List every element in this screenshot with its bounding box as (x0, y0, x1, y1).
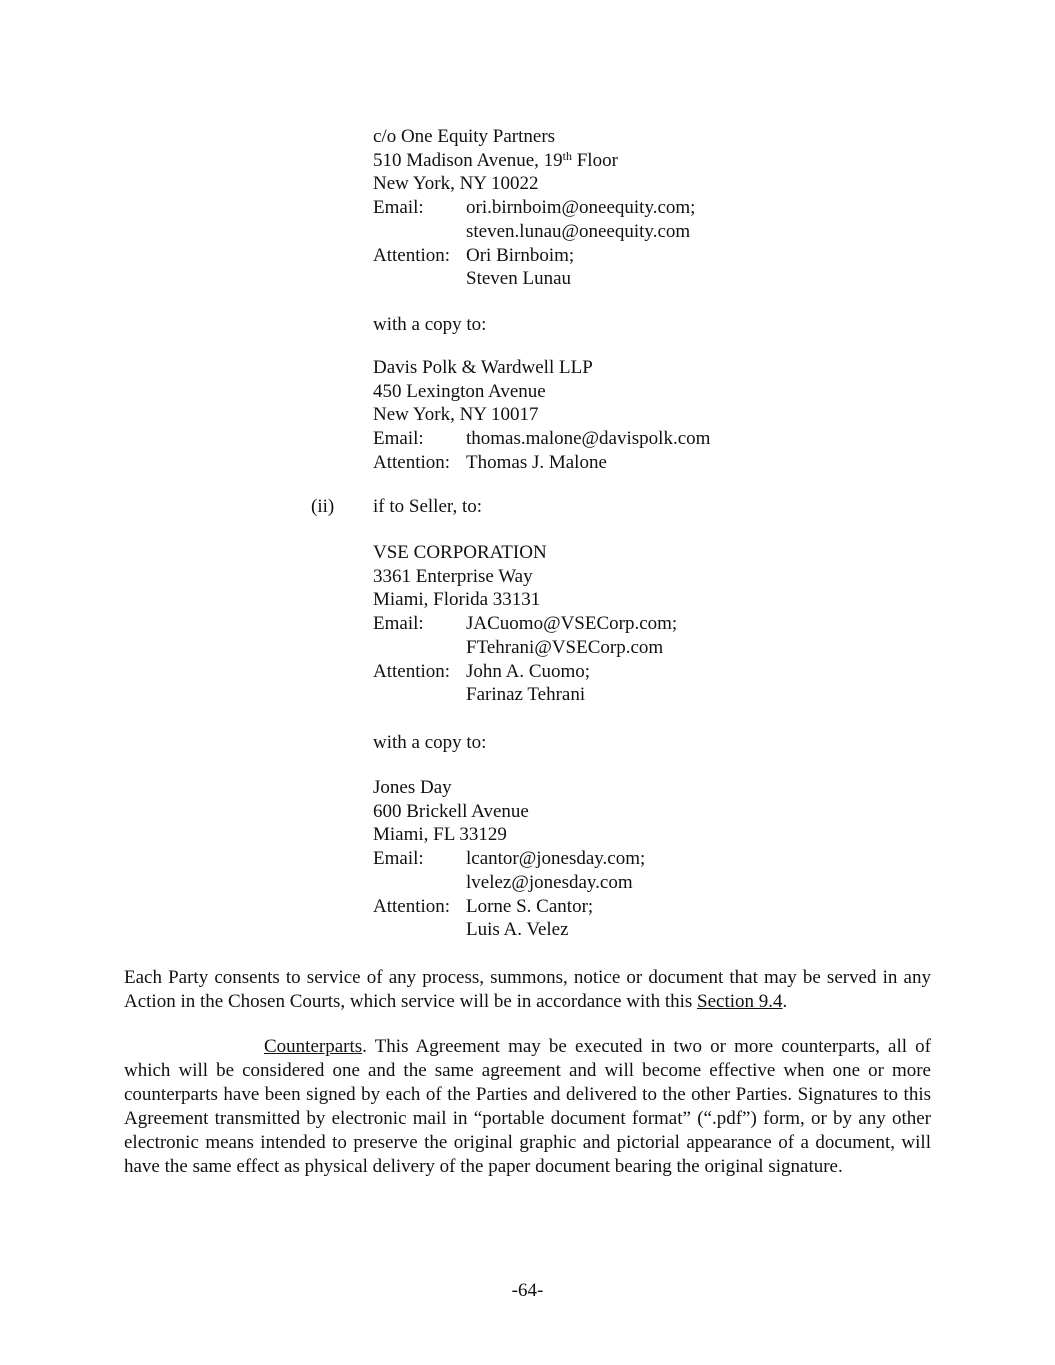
attention-value: Lorne S. Cantor; Luis A. Velez (466, 895, 594, 941)
email-label: Email: (373, 613, 424, 635)
address-line: 3361 Enterprise Way (373, 565, 533, 587)
email-row (373, 612, 677, 659)
attention-label: Attention: (373, 660, 451, 682)
copy-to-label: with a copy to: (373, 314, 487, 335)
attention-row (373, 451, 710, 475)
email-row (373, 847, 645, 894)
address-line: New York, NY 10022 (373, 173, 539, 195)
address-line: Davis Polk & Wardwell LLP (373, 357, 593, 378)
consent-paragraph: Each Party consents to service of any process, summons, notice or document that may be served in any Action in the Chosen Courts, which service will be in accordance with this Section 9.4. (124, 967, 931, 1012)
attention-row (373, 660, 677, 707)
address-line: Miami, Florida 33131 (373, 589, 541, 611)
attention-value: Ori Birnboim; Steven Lunau (466, 244, 575, 290)
attention-label: Attention: (373, 451, 451, 473)
address-line: Jones Day (373, 777, 452, 798)
email-label: Email: (373, 848, 424, 870)
section-reference: Section 9.4 (697, 991, 783, 1012)
address-line: Miami, FL 33129 (373, 824, 507, 846)
email-value: ori.birnboim@oneequity.com; steven.lunau@oneequity.com (466, 197, 696, 242)
address-line: VSE CORPORATION (373, 542, 547, 563)
email-label: Email: (373, 428, 424, 450)
email-label: Email: (373, 197, 424, 219)
attention-row (373, 895, 645, 942)
attention-value: John A. Cuomo; Farinaz Tehrani (466, 660, 591, 706)
seller-counsel-address (373, 776, 645, 942)
list-item-number: (ii) (311, 496, 335, 517)
buyer-notice-address (373, 125, 695, 291)
page-number: -64- (511, 1280, 544, 1301)
email-value: thomas.malone@davispolk.com (466, 428, 711, 450)
email-row (373, 427, 710, 451)
address-line: 510 Madison Avenue, 19th Floor (373, 148, 618, 171)
address-line: New York, NY 10017 (373, 404, 539, 426)
address-line: c/o One Equity Partners (373, 126, 556, 147)
email-value: JACuomo@VSECorp.com; FTehrani@VSECorp.com (466, 613, 678, 658)
email-row (373, 196, 695, 243)
email-value: lcantor@jonesday.com; lvelez@jonesday.com (466, 848, 646, 893)
list-item-text: if to Seller, to: (373, 496, 482, 517)
attention-label: Attention: (373, 244, 451, 266)
seller-notice-address (373, 541, 677, 707)
attention-value: Thomas J. Malone (466, 451, 607, 473)
counterparts-paragraph: Counterparts. This Agreement may be executed in two or more counterparts, all of which will be considered one and the same agreement and will become effective when one or more counterparts have been signed by each of the Parties and delivered to the other Parties. Signatures to this Agreement transmitted by electronic mail in “portable document format” (“.pdf”) form, or by any other electronic means intended to preserve the original graphic and pictorial appearance of a document, will have the same effect as physical delivery of the paper document bearing the original signature. (124, 1036, 931, 1177)
attention-row (373, 244, 695, 291)
buyer-counsel-address (373, 356, 710, 475)
address-line: 600 Brickell Avenue (373, 800, 529, 822)
attention-label: Attention: (373, 895, 451, 917)
copy-to-label: with a copy to: (373, 732, 487, 753)
section-heading: Counterparts (264, 1036, 363, 1057)
address-line: 450 Lexington Avenue (373, 380, 546, 402)
